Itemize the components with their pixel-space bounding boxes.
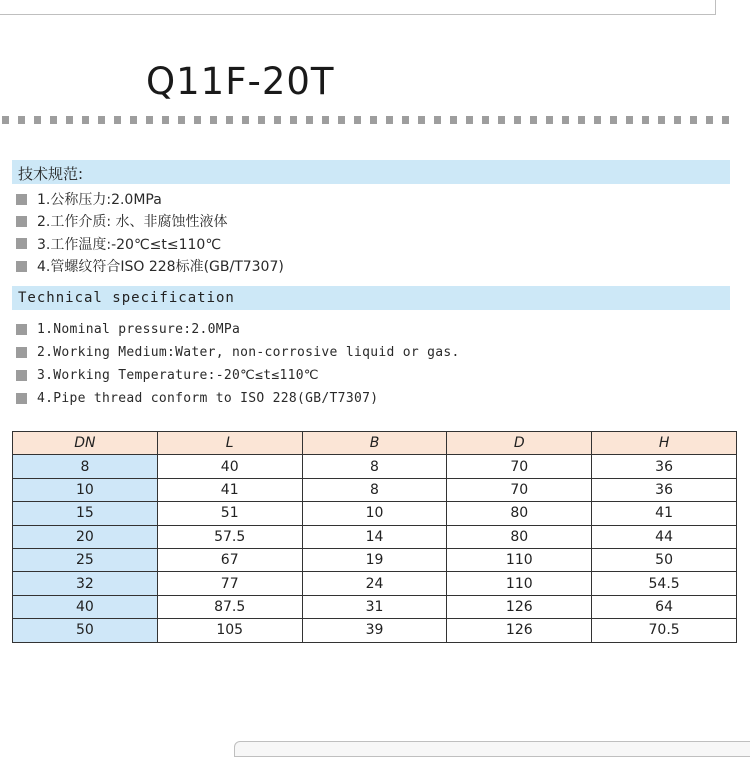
list-item-text: 2.Working Medium:Water, non-corrosive liquid or gas. [37,345,460,360]
header-cell: D [447,432,592,455]
table-cell: 8 [302,478,447,501]
table-cell: 19 [302,548,447,571]
table-cell: 8 [302,455,447,478]
square-bullet-icon [16,370,27,381]
table-cell: 70.5 [592,619,737,642]
list-item-text: 3.工作温度:-20℃≤t≤110℃ [37,236,222,253]
list-item [16,233,284,255]
dn-cell: 40 [13,595,158,618]
list-item [16,364,460,387]
table-cell: 80 [447,502,592,525]
dn-cell: 20 [13,525,158,548]
header-cell: H [592,432,737,455]
table-cell: 39 [302,619,447,642]
list-item-text: 2.工作介质: 水、非腐蚀性液体 [37,214,228,231]
table-cell: 87.5 [157,595,302,618]
table-cell: 64 [592,595,737,618]
square-bullet-icon [16,261,27,272]
page-title: Q11F-20T [146,60,335,103]
table-cell: 80 [447,525,592,548]
table-cell: 50 [592,548,737,571]
dn-cell: 8 [13,455,158,478]
cn-section-heading: 技术规范: [18,165,84,183]
table-cell: 24 [302,572,447,595]
dn-cell: 25 [13,548,158,571]
table-cell: 126 [447,595,592,618]
list-item [16,188,284,210]
header-cell: B [302,432,447,455]
square-bullet-icon [16,393,27,404]
table-cell: 70 [447,478,592,501]
table-row [13,525,737,548]
table-cell: 10 [302,502,447,525]
table-cell: 54.5 [592,572,737,595]
table-cell: 40 [157,455,302,478]
list-item [16,318,460,341]
table-row [13,455,737,478]
table-cell: 67 [157,548,302,571]
table-cell: 44 [592,525,737,548]
table-cell: 110 [447,548,592,571]
table-cell: 77 [157,572,302,595]
table-header-row [13,432,737,455]
top-frame-line [0,0,716,15]
dn-cell: 32 [13,572,158,595]
table-row [13,619,737,642]
table-cell: 57.5 [157,525,302,548]
table-cell: 14 [302,525,447,548]
square-bullet-icon [16,194,27,205]
table-cell: 31 [302,595,447,618]
cn-section-header [12,160,730,184]
table-cell: 110 [447,572,592,595]
bottom-frame-tab [234,741,750,757]
table-row [13,502,737,525]
table-row [13,478,737,501]
en-section-header [12,286,730,310]
list-item [16,255,284,277]
list-item-text: 1.Nominal pressure:2.0MPa [37,322,241,337]
table-cell: 51 [157,502,302,525]
header-cell: DN [13,432,158,455]
square-bullet-icon [16,324,27,335]
table-cell: 41 [157,478,302,501]
list-item [16,387,460,410]
list-item-text: 3.Working Temperature:-20℃≤t≤110℃ [37,368,319,383]
list-item [16,210,284,232]
table-row [13,572,737,595]
en-spec-list [16,318,460,410]
dn-cell: 15 [13,502,158,525]
dn-cell: 50 [13,619,158,642]
square-bullet-icon [16,347,27,358]
table-row [13,595,737,618]
en-section-heading: Technical specification [18,290,235,306]
square-bullet-icon [16,238,27,249]
list-item-text: 4.管螺纹符合ISO 228标准(GB/T7307) [37,259,284,276]
list-item-text: 1.公称压力:2.0MPa [37,192,162,209]
table-cell: 105 [157,619,302,642]
table-row [13,548,737,571]
table-cell: 36 [592,478,737,501]
table-cell: 126 [447,619,592,642]
dn-cell: 10 [13,478,158,501]
cn-spec-list [16,188,284,277]
header-cell: L [157,432,302,455]
table-cell: 36 [592,455,737,478]
list-item-text: 4.Pipe thread conform to ISO 228(GB/T7307) [37,391,379,406]
table-cell: 41 [592,502,737,525]
dimension-table [12,431,737,643]
table-cell: 70 [447,455,592,478]
list-item [16,341,460,364]
square-bullet-icon [16,216,27,227]
dotted-divider [2,116,730,124]
